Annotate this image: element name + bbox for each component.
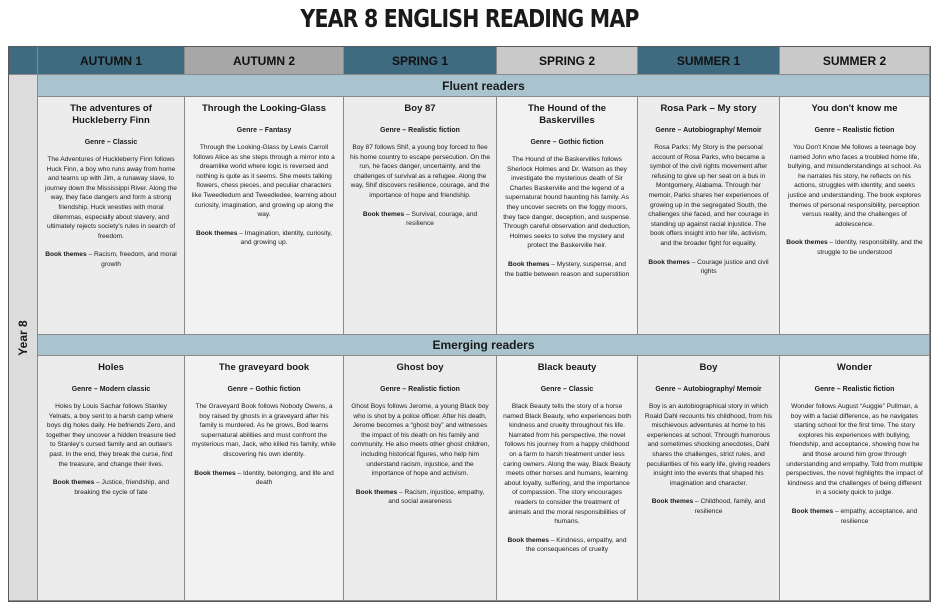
book-description: Black Beauty tells the story of a horse named Black Beauty, who experiences both kindness and cruelty throughout his life. Narrated from his perspective, the novel follows his journey from a happy childhood on a farm to harsh treatment under less caring owners. Along the way, Black Beauty meets other horses and humans, learning about loyalty, suffering, and the importance of compassion. The story encourages readers to consider the treatment of animals and the moral responsibilities of humans. [503, 403, 631, 526]
themes-label: Book themes [791, 507, 834, 515]
section-band-emerging: Emerging readers [38, 335, 930, 356]
book-description: Boy is an autobiographical story in which Roald Dahl recounts his childhood, from his mischievous adventures at home to his experiences at school. Through humorous and sometimes shocking anecdotes, Dahl shares the challenges, strict rules, and peculiarities of his early life, giving readers insight into the events that shaped his imagination and character. [644, 403, 773, 487]
book-title: Rosa Park – My story [660, 103, 757, 114]
book-genre: Genre – Autobiography/ Memoir [655, 386, 762, 393]
book-title: The graveyard book [218, 362, 310, 373]
book-card [38, 356, 185, 601]
book-card [185, 97, 344, 335]
themes-label: Book themes [52, 479, 95, 487]
book-description: Holes by Louis Sachar follows Stanley Yelnats, a boy sent to a harsh camp where boys dig holes daily. He befriends Zero, and together they uncover a hidden treasure tied to Stanley's cursed family and an outlaw's past. In the end, they break the curse, find the treasure, and change their lives. [46, 403, 176, 468]
book-genre: Genre – Realistic fiction [380, 127, 460, 134]
themes-text: – empathy, acceptance, and resilience [833, 507, 918, 525]
book-description: The Adventures of Huckleberry Finn follows Huck Finn, a boy who runs away from home and teams up with Jim, a runaway slave, to journey down the Mississippi River. Along the way, they face dangers and form a strong friendship. Huck wrestles with moral dilemmas, especially about slavery, and ultimately rejects society's rules in search of freedom. [45, 156, 177, 240]
themes-text: – Childhood, family, and resilience [693, 498, 766, 515]
book-card [497, 356, 638, 601]
themes-label: Book themes [648, 258, 690, 266]
term-header-autumn-1: AUTUMN 1 [38, 47, 185, 75]
themes-text: – Racism, freedom, and moral growth [86, 251, 177, 268]
book-description: You Don't Know Me follows a teenage boy named John who faces a troubled home life, bullying, and misunderstandings at school. As he narrates his story, he reflects on his actions, struggles with identity, and seeks justice and understanding. The book explores themes of personal responsibility, perception versus reality, and the challenges of adolescence. [787, 144, 922, 228]
themes-label: Book themes [651, 498, 694, 506]
book-themes [191, 229, 337, 248]
reading-map-table [8, 46, 931, 602]
book-title: Through the Looking-Glass [201, 103, 327, 114]
book-description: Wonder follows August “Auggie” Pullman, a boy with a facial difference, as he navigates starting school for the first time. The story explores his experiences with bullying, friendship, and acceptance, showing how he and those around him grow through understanding and empathy. Told from multiple perspectives, the novel highlights the impact of kindness and the challenges of being different in a society quick to judge. [786, 403, 923, 497]
themes-text: – Imagination, identity, curiosity, and growing up. [237, 229, 333, 247]
book-card [780, 356, 930, 601]
book-genre: Genre – Fantasy [236, 127, 292, 134]
book-title: Holes [98, 362, 124, 373]
book-description: Boy 87 follows Shif, a young boy forced to flee his home country to escape persecution. On the run, he faces danger, uncertainty, and the challenges of survival as a refugee. Along the way, Shif discovers resilience, courage, and the importance of hope and friendship. [350, 144, 491, 199]
book-themes [503, 260, 631, 279]
book-themes [786, 507, 923, 526]
year-label: Year 8 [16, 319, 30, 356]
themes-label: Book themes [195, 229, 238, 237]
year-column [9, 75, 38, 601]
book-themes [44, 250, 178, 269]
themes-text: – Courage justice and civil rights [689, 258, 769, 276]
book-genre: Genre – Gothic fiction [530, 139, 604, 146]
themes-text: – Kindness, empathy, and the consequences of cruelty [525, 536, 627, 554]
themes-label: Book themes [45, 251, 87, 259]
themes-label: Book themes [355, 488, 398, 496]
book-themes [350, 210, 490, 229]
book-description: The Hound of the Baskervilles follows Sherlock Holmes and Dr. Watson as they investigate the mysterious death of Sir Charles Baskerville and the legend of a supernatural hound haunting his family. As they uncover secrets on the foggy moors, they face danger, deception, and suspense. Through careful observation and deduction, Holmes seeks to solve the mystery and protect the Baskerville heir. [503, 156, 631, 250]
book-themes [191, 469, 337, 488]
section-band-fluent: Fluent readers [38, 75, 930, 97]
book-themes [644, 258, 773, 277]
book-description: Through the Looking-Glass by Lewis Carroll follows Alice as she steps through a mirror into a dreamlike world where logic is reversed and nothing is quite as it seems. She meets talking flowers, chess pieces, and peculiar characters like Tweedledum and Tweedledee, learning about curiosity, imagination, and growing up along the way. [191, 144, 337, 219]
book-themes [44, 478, 178, 497]
book-title: You don't know me [811, 103, 898, 114]
book-genre: Genre – Realistic fiction [814, 127, 895, 134]
book-genre: Genre – Realistic fiction [380, 386, 460, 393]
book-title: Boy [699, 362, 718, 373]
book-card [38, 97, 185, 335]
book-card [185, 356, 344, 601]
term-header-spring-2: SPRING 2 [497, 47, 638, 75]
book-title: The Hound of the Baskervilles [527, 103, 607, 126]
themes-label: Book themes [786, 239, 828, 247]
book-themes [786, 238, 923, 257]
book-themes [350, 488, 490, 507]
book-description: Ghost Boys follows Jerome, a young Black boy who is shot by a police officer. After his death, Jerome becomes a “ghost boy” and witnesses the impact of his death on his family and community. He also meets other ghost children, including historical figures, who help him understand racism, injustice, and the importance of hope and activism. [350, 403, 490, 478]
term-header-summer-1: SUMMER 1 [638, 47, 780, 75]
book-genre: Genre – Classic [84, 139, 138, 146]
book-card [780, 97, 930, 335]
themes-text: – Identity, belonging, and life and death [235, 469, 334, 487]
book-card [344, 97, 497, 335]
term-header-spring-1: SPRING 1 [344, 47, 497, 75]
term-header-summer-2: SUMMER 2 [780, 47, 930, 75]
book-card [497, 97, 638, 335]
book-card [638, 356, 780, 601]
book-themes [644, 497, 773, 516]
page-title: YEAR 8 ENGLISH READING MAP [300, 4, 639, 33]
themes-text: – Racism, injustice, empathy, and social awareness [388, 488, 485, 506]
book-title: Boy 87 [404, 103, 436, 114]
book-title: Black beauty [537, 362, 597, 373]
book-card [344, 356, 497, 601]
book-title: The adventures of Huckleberry Finn [70, 103, 152, 126]
book-genre: Genre – Modern classic [71, 386, 151, 393]
term-header-autumn-2: AUTUMN 2 [185, 47, 344, 75]
book-title: Ghost boy [396, 362, 444, 373]
themes-label: Book themes [508, 260, 550, 268]
themes-text: – Justice, friendship, and breaking the cycle of fate [74, 479, 170, 496]
book-title: Wonder [836, 362, 873, 373]
book-genre: Genre – Gothic fiction [227, 386, 301, 393]
book-genre: Genre – Autobiography/ Memoir [655, 127, 762, 134]
book-genre: Genre – Realistic fiction [814, 386, 895, 393]
themes-label: Book themes [362, 210, 405, 218]
book-description: The Graveyard Book follows Nobody Owens, a boy raised by ghosts in a graveyard after his family is murdered. As he grows, Bod learns supernatural abilities and must confront the mysterious man, Jack, who killed his family, while discovering his own identity. [192, 403, 336, 458]
themes-text: – Identity, responsibility, and the struggle to be understood [817, 239, 923, 256]
themes-text: – Survival, courage, and resilience [404, 210, 478, 228]
book-themes [503, 536, 631, 555]
book-card [638, 97, 780, 335]
book-description: Rosa Parks: My Story is the personal account of Rosa Parks, who became a symbol of the civil rights movement after refusing to give up her seat on a bus in Montgomery, Alabama. Through her memoir, Parks shares her experiences of growing up in the segregated South, the challenges she faced, and her courage in standing up against racial injustice. The book offers insight into her life, activism, and the broader fight for equality. [648, 144, 769, 247]
themes-label: Book themes [194, 469, 236, 477]
table-corner [9, 47, 38, 75]
themes-label: Book themes [507, 536, 549, 544]
themes-text: – Mystery, suspense, and the battle between reason and superstition [504, 260, 630, 278]
book-genre: Genre – Classic [540, 386, 594, 393]
